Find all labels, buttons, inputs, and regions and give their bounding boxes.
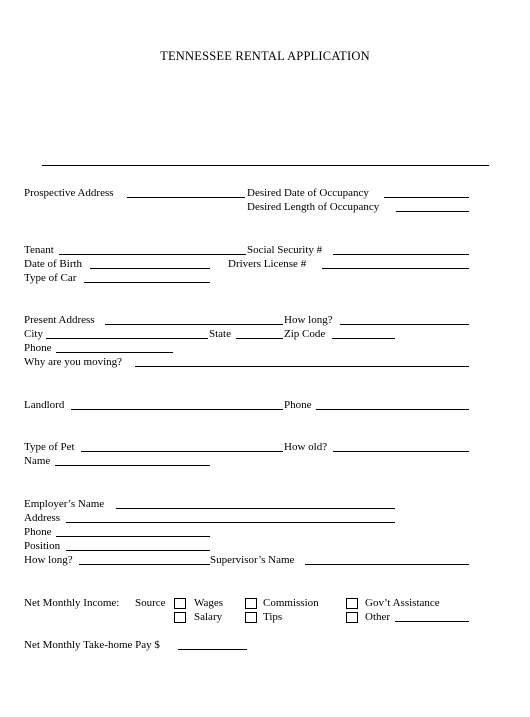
desired-date-label: Desired Date of Occupancy bbox=[247, 187, 369, 199]
employment-how-long-field[interactable] bbox=[79, 553, 210, 565]
license-label: Drivers License # bbox=[228, 258, 307, 270]
tenant-label: Tenant bbox=[24, 244, 54, 256]
tenant-field[interactable] bbox=[59, 243, 246, 255]
other-checkbox[interactable] bbox=[346, 612, 358, 623]
take-home-label: Net Monthly Take-home Pay $ bbox=[24, 639, 160, 651]
employer-address-field[interactable] bbox=[66, 511, 395, 523]
govt-assistance-label: Gov’t Assistance bbox=[365, 597, 440, 609]
income-label: Net Monthly Income: bbox=[24, 597, 120, 609]
employer-label: Employer’s Name bbox=[24, 498, 105, 510]
commission-label: Commission bbox=[263, 597, 319, 609]
dob-field[interactable] bbox=[90, 257, 210, 269]
present-address-label: Present Address bbox=[24, 314, 95, 326]
other-label: Other bbox=[365, 611, 391, 623]
why-moving-field[interactable] bbox=[135, 355, 469, 367]
take-home-field[interactable] bbox=[178, 638, 247, 650]
supervisor-field[interactable] bbox=[305, 553, 469, 565]
ssn-field[interactable] bbox=[333, 243, 469, 255]
wages-label: Wages bbox=[194, 597, 224, 609]
state-label: State bbox=[209, 328, 231, 340]
ssn-label: Social Security # bbox=[247, 244, 323, 256]
header-rule[interactable] bbox=[42, 165, 489, 166]
tips-checkbox[interactable] bbox=[245, 612, 257, 623]
car-label: Type of Car bbox=[24, 272, 77, 284]
dob-label: Date of Birth bbox=[24, 258, 83, 270]
prospective-address-label: Prospective Address bbox=[24, 187, 114, 199]
pet-type-label: Type of Pet bbox=[24, 441, 75, 453]
city-field[interactable] bbox=[46, 327, 208, 339]
prospective-address-field[interactable] bbox=[127, 186, 245, 198]
present-address-field[interactable] bbox=[105, 313, 283, 325]
wages-checkbox[interactable] bbox=[174, 598, 186, 609]
why-moving-label: Why are you moving? bbox=[24, 356, 123, 368]
income-source-label: Source bbox=[135, 597, 166, 609]
salary-checkbox[interactable] bbox=[174, 612, 186, 623]
employer-address-label: Address bbox=[24, 512, 61, 524]
residence-phone-field[interactable] bbox=[56, 341, 173, 353]
employment-how-long-label: How long? bbox=[24, 554, 73, 566]
car-field[interactable] bbox=[84, 271, 210, 283]
employer-phone-field[interactable] bbox=[56, 525, 210, 537]
state-field[interactable] bbox=[236, 327, 283, 339]
employer-field[interactable] bbox=[116, 497, 395, 509]
license-field[interactable] bbox=[322, 257, 469, 269]
residence-phone-label: Phone bbox=[24, 342, 52, 354]
pet-name-field[interactable] bbox=[55, 454, 210, 466]
position-field[interactable] bbox=[66, 539, 210, 551]
other-field[interactable] bbox=[395, 610, 469, 622]
pet-type-field[interactable] bbox=[81, 440, 283, 452]
pet-how-old-field[interactable] bbox=[333, 440, 469, 452]
landlord-label: Landlord bbox=[24, 399, 65, 411]
position-label: Position bbox=[24, 540, 61, 552]
zip-label: Zip Code bbox=[284, 328, 326, 340]
zip-field[interactable] bbox=[332, 327, 395, 339]
pet-how-old-label: How old? bbox=[284, 441, 328, 453]
page-title: TENNESSEE RENTAL APPLICATION bbox=[160, 49, 370, 63]
landlord-field[interactable] bbox=[71, 398, 283, 410]
residence-how-long-label: How long? bbox=[284, 314, 333, 326]
pet-name-label: Name bbox=[24, 455, 51, 467]
commission-checkbox[interactable] bbox=[245, 598, 257, 609]
landlord-phone-label: Phone bbox=[284, 399, 312, 411]
salary-label: Salary bbox=[194, 611, 223, 623]
desired-length-field[interactable] bbox=[396, 200, 469, 212]
desired-length-label: Desired Length of Occupancy bbox=[247, 201, 380, 213]
residence-how-long-field[interactable] bbox=[340, 313, 469, 325]
employer-phone-label: Phone bbox=[24, 526, 52, 538]
govt-assistance-checkbox[interactable] bbox=[346, 598, 358, 609]
landlord-phone-field[interactable] bbox=[316, 398, 469, 410]
tips-label: Tips bbox=[263, 611, 283, 623]
desired-date-field[interactable] bbox=[384, 186, 469, 198]
city-label: City bbox=[24, 328, 43, 340]
supervisor-label: Supervisor’s Name bbox=[210, 554, 295, 566]
